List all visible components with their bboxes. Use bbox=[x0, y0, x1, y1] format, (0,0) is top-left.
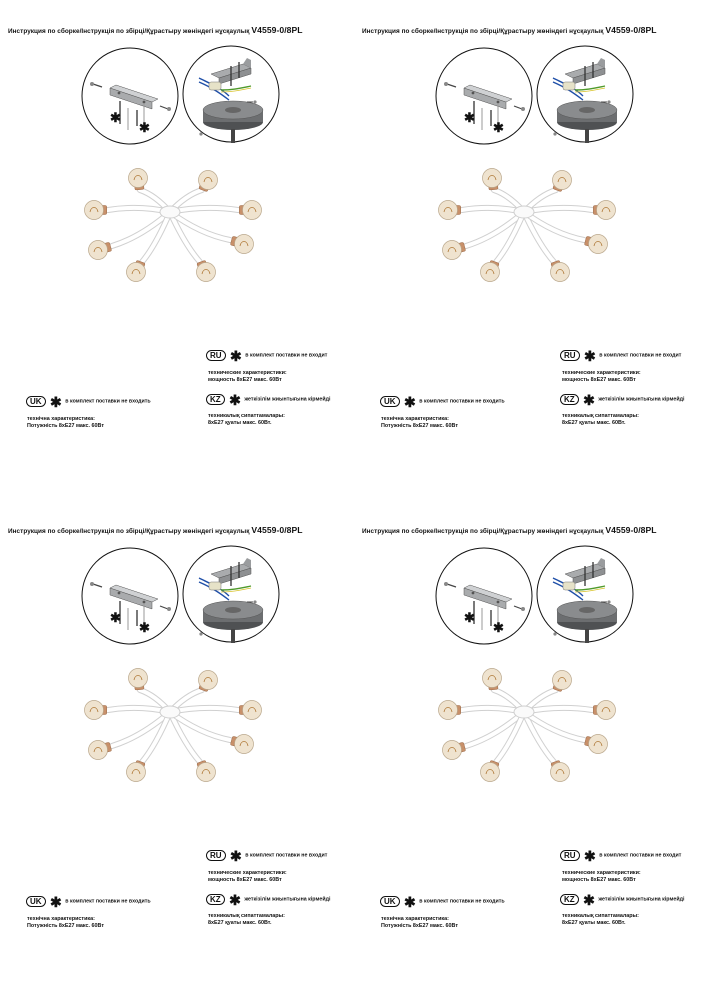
instruction-sheet bbox=[8, 500, 353, 990]
asterisk-icon: ✱ bbox=[493, 120, 504, 135]
asterisk-icon: ✱ bbox=[404, 393, 416, 410]
kz-language-badge: KZ bbox=[206, 894, 225, 905]
bulb-glass bbox=[443, 741, 462, 760]
instruction-sheet bbox=[8, 0, 353, 490]
bulb-glass bbox=[199, 171, 218, 190]
uk-language-badge: UK bbox=[380, 396, 400, 407]
bulb-glass bbox=[553, 171, 572, 190]
bulb-glass bbox=[127, 763, 146, 782]
uk-not-included-note bbox=[380, 893, 505, 910]
kz-specs-heading: техникалық сипаттамалары: bbox=[562, 413, 639, 419]
uk-not-included-note bbox=[26, 893, 151, 910]
model-number: V4559-0/8PL bbox=[605, 25, 657, 35]
ru-specs-value: мощность 8xE27 макс. 60Вт bbox=[208, 876, 282, 883]
instruction-sheet bbox=[362, 0, 707, 490]
fixture-product-image bbox=[434, 666, 630, 786]
bulb-glass bbox=[597, 201, 616, 220]
bulb-icon bbox=[89, 241, 112, 260]
kz-note-text: жеткізілім жиынтығына кірмейді bbox=[244, 396, 331, 403]
bulb-glass bbox=[127, 263, 146, 282]
asterisk-icon: ✱ bbox=[230, 347, 242, 364]
uk-specs-heading: технічна характеристика: bbox=[381, 416, 449, 422]
asterisk-icon: ✱ bbox=[110, 610, 121, 625]
bulb-icon bbox=[553, 671, 572, 692]
sheet-title bbox=[8, 25, 353, 35]
asterisk-icon: ✱ bbox=[229, 891, 241, 908]
bulb-glass bbox=[199, 671, 218, 690]
fixture-product-image bbox=[80, 666, 276, 786]
kz-specs-value: 8xE27 қуаты макс. 60Вт. bbox=[208, 419, 272, 426]
kz-specs bbox=[562, 913, 639, 926]
kz-specs bbox=[208, 413, 285, 426]
fixture-product-image bbox=[434, 166, 630, 286]
bulb-icon bbox=[443, 741, 466, 760]
uk-language-badge: UK bbox=[26, 896, 46, 907]
bulb-glass bbox=[483, 169, 502, 188]
bulb-glass bbox=[243, 201, 262, 220]
ru-language-badge: RU bbox=[206, 850, 226, 861]
mounting-plate-diagram bbox=[80, 46, 180, 146]
ru-note-text: в комплект поставки не входит bbox=[599, 352, 682, 359]
fixture-arms bbox=[462, 190, 592, 262]
asterisk-icon: ✱ bbox=[404, 893, 416, 910]
fixture-hub-icon bbox=[514, 706, 534, 718]
ru-not-included-note bbox=[206, 847, 328, 864]
ru-language-badge: RU bbox=[560, 850, 580, 861]
uk-specs-heading: технічна характеристика: bbox=[27, 416, 95, 422]
uk-specs bbox=[381, 416, 458, 429]
ru-not-included-note bbox=[560, 847, 682, 864]
bulb-glass bbox=[589, 235, 608, 254]
ru-language-badge: RU bbox=[206, 350, 226, 361]
ru-not-included-note bbox=[560, 347, 682, 364]
bulb-glass bbox=[589, 735, 608, 754]
sheet-title bbox=[362, 25, 707, 35]
ru-note-text: в комплект поставки не входит bbox=[245, 352, 328, 359]
kz-specs-value: 8xE27 қуаты макс. 60Вт. bbox=[562, 919, 626, 926]
sheet-title bbox=[362, 525, 707, 535]
ru-language-badge: RU bbox=[560, 350, 580, 361]
asterisk-icon: ✱ bbox=[464, 110, 475, 125]
bulb-glass bbox=[85, 201, 104, 220]
kz-specs-heading: техникалық сипаттамалары: bbox=[208, 913, 285, 919]
bulb-icon bbox=[593, 701, 615, 720]
kz-language-badge: KZ bbox=[560, 894, 579, 905]
uk-note-text: в комплект поставки не входить bbox=[419, 898, 505, 905]
bulb-glass bbox=[483, 669, 502, 688]
ru-specs bbox=[562, 370, 641, 383]
uk-note-text: в комплект поставки не входить bbox=[65, 898, 151, 905]
bulb-icon bbox=[129, 169, 148, 190]
bulb-glass bbox=[85, 701, 104, 720]
ru-note-text: в комплект поставки не входит bbox=[599, 852, 682, 859]
fixture-hub-icon bbox=[160, 206, 180, 218]
bulb-icon bbox=[481, 760, 500, 781]
kz-not-included-note bbox=[206, 391, 331, 408]
kz-not-included-note bbox=[560, 891, 685, 908]
bulb-icon bbox=[553, 171, 572, 192]
uk-language-badge: UK bbox=[26, 396, 46, 407]
canopy-wiring-diagram bbox=[535, 544, 635, 644]
title-text: Инструкция по сборке/Інструкція по збірці/Құрастыру жөніндегі нұсқаулық bbox=[362, 528, 604, 535]
fixture-hub-icon bbox=[160, 706, 180, 718]
bulb-glass bbox=[197, 263, 216, 282]
fixture-arms bbox=[108, 190, 238, 262]
kz-specs bbox=[562, 413, 639, 426]
canopy-wiring-diagram bbox=[181, 544, 281, 644]
asterisk-icon: ✱ bbox=[584, 347, 596, 364]
mounting-plate-diagram bbox=[80, 546, 180, 646]
uk-note-text: в комплект поставки не входить bbox=[419, 398, 505, 405]
ru-note-text: в комплект поставки не входит bbox=[245, 852, 328, 859]
kz-specs bbox=[208, 913, 285, 926]
uk-language-badge: UK bbox=[380, 896, 400, 907]
asterisk-icon: ✱ bbox=[464, 610, 475, 625]
bulb-glass bbox=[129, 169, 148, 188]
asterisk-icon: ✱ bbox=[229, 391, 241, 408]
uk-specs-value: Потужність 8xE27 макс. 60Вт bbox=[27, 422, 104, 429]
uk-specs-value: Потужність 8xE27 макс. 60Вт bbox=[381, 422, 458, 429]
asterisk-icon: ✱ bbox=[139, 120, 150, 135]
bulb-glass bbox=[597, 701, 616, 720]
mounting-plate-diagram bbox=[434, 546, 534, 646]
bulb-icon bbox=[239, 701, 261, 720]
uk-specs bbox=[27, 416, 104, 429]
bulb-icon bbox=[197, 760, 216, 781]
ru-specs-value: мощность 8xE27 макс. 60Вт bbox=[562, 876, 636, 883]
uk-specs-value: Потужність 8xE27 макс. 60Вт bbox=[27, 922, 104, 929]
bulb-glass bbox=[443, 241, 462, 260]
sheet-title bbox=[8, 525, 353, 535]
bulb-icon bbox=[127, 760, 146, 781]
bulb-glass bbox=[89, 241, 108, 260]
bulb-icon bbox=[443, 241, 466, 260]
kz-note-text: жеткізілім жиынтығына кірмейді bbox=[244, 896, 331, 903]
bulb-icon bbox=[85, 201, 107, 220]
asterisk-icon: ✱ bbox=[230, 847, 242, 864]
bulb-icon bbox=[89, 741, 112, 760]
bulb-icon bbox=[439, 701, 461, 720]
asterisk-icon: ✱ bbox=[584, 847, 596, 864]
ru-specs-heading: технические характеристики: bbox=[208, 870, 287, 876]
bulb-icon bbox=[584, 235, 607, 254]
bulb-icon bbox=[197, 260, 216, 281]
ru-specs bbox=[208, 870, 287, 883]
canopy-wiring-diagram bbox=[535, 44, 635, 144]
kz-language-badge: KZ bbox=[206, 394, 225, 405]
fixture-arms bbox=[108, 690, 238, 762]
bulb-glass bbox=[481, 263, 500, 282]
bulb-glass bbox=[481, 763, 500, 782]
bulb-glass bbox=[243, 701, 262, 720]
asterisk-icon: ✱ bbox=[493, 620, 504, 635]
asterisk-icon: ✱ bbox=[583, 391, 595, 408]
fixture-arms bbox=[462, 690, 592, 762]
kz-specs-heading: техникалық сипаттамалары: bbox=[562, 913, 639, 919]
title-text: Инструкция по сборке/Інструкція по збірці/Құрастыру жөніндегі нұсқаулық bbox=[362, 28, 604, 35]
ru-specs-value: мощность 8xE27 макс. 60Вт bbox=[562, 376, 636, 383]
fixture-product-image bbox=[80, 166, 276, 286]
ru-specs-value: мощность 8xE27 макс. 60Вт bbox=[208, 376, 282, 383]
bulb-icon bbox=[239, 201, 261, 220]
canopy-wiring-diagram bbox=[181, 44, 281, 144]
asterisk-icon: ✱ bbox=[50, 393, 62, 410]
uk-specs-value: Потужність 8xE27 макс. 60Вт bbox=[381, 922, 458, 929]
bulb-icon bbox=[230, 235, 253, 254]
bulb-icon bbox=[129, 669, 148, 690]
kz-specs-value: 8xE27 қуаты макс. 60Вт. bbox=[562, 419, 626, 426]
bulb-glass bbox=[439, 201, 458, 220]
ru-specs bbox=[562, 870, 641, 883]
kz-note-text: жеткізілім жиынтығына кірмейді bbox=[598, 896, 685, 903]
asterisk-icon: ✱ bbox=[583, 891, 595, 908]
kz-note-text: жеткізілім жиынтығына кірмейді bbox=[598, 396, 685, 403]
uk-not-included-note bbox=[380, 393, 505, 410]
title-text: Инструкция по сборке/Інструкція по збірці/Құрастыру жөніндегі нұсқаулық bbox=[8, 528, 250, 535]
asterisk-icon: ✱ bbox=[139, 620, 150, 635]
fixture-hub-icon bbox=[514, 206, 534, 218]
bulb-glass bbox=[197, 763, 216, 782]
bulb-icon bbox=[551, 260, 570, 281]
uk-specs-heading: технічна характеристика: bbox=[27, 916, 95, 922]
title-text: Инструкция по сборке/Інструкція по збірці/Құрастыру жөніндегі нұсқаулық bbox=[8, 28, 250, 35]
ru-specs-heading: технические характеристики: bbox=[208, 370, 287, 376]
uk-specs bbox=[381, 916, 458, 929]
asterisk-icon: ✱ bbox=[110, 110, 121, 125]
asterisk-icon: ✱ bbox=[50, 893, 62, 910]
uk-not-included-note bbox=[26, 393, 151, 410]
bulb-icon bbox=[199, 671, 218, 692]
model-number: V4559-0/8PL bbox=[605, 525, 657, 535]
bulb-glass bbox=[439, 701, 458, 720]
bulb-icon bbox=[199, 171, 218, 192]
bulb-icon bbox=[593, 201, 615, 220]
bulb-glass bbox=[235, 235, 254, 254]
uk-specs-heading: технічна характеристика: bbox=[381, 916, 449, 922]
bulb-icon bbox=[584, 735, 607, 754]
kz-not-included-note bbox=[560, 391, 685, 408]
kz-specs-value: 8xE27 қуаты макс. 60Вт. bbox=[208, 919, 272, 926]
bulb-icon bbox=[230, 735, 253, 754]
mounting-plate-diagram bbox=[434, 46, 534, 146]
instruction-sheet bbox=[362, 500, 707, 990]
bulb-icon bbox=[483, 669, 502, 690]
bulb-glass bbox=[89, 741, 108, 760]
bulb-glass bbox=[551, 763, 570, 782]
ru-specs-heading: технические характеристики: bbox=[562, 370, 641, 376]
ru-specs bbox=[208, 370, 287, 383]
bulb-glass bbox=[553, 671, 572, 690]
kz-language-badge: KZ bbox=[560, 394, 579, 405]
bulb-glass bbox=[551, 263, 570, 282]
bulb-icon bbox=[551, 760, 570, 781]
uk-specs bbox=[27, 916, 104, 929]
bulb-glass bbox=[129, 669, 148, 688]
ru-not-included-note bbox=[206, 347, 328, 364]
uk-note-text: в комплект поставки не входить bbox=[65, 398, 151, 405]
model-number: V4559-0/8PL bbox=[251, 25, 303, 35]
bulb-glass bbox=[235, 735, 254, 754]
kz-specs-heading: техникалық сипаттамалары: bbox=[208, 413, 285, 419]
bulb-icon bbox=[85, 701, 107, 720]
bulb-icon bbox=[483, 169, 502, 190]
ru-specs-heading: технические характеристики: bbox=[562, 870, 641, 876]
bulb-icon bbox=[481, 260, 500, 281]
bulb-icon bbox=[439, 201, 461, 220]
bulb-icon bbox=[127, 260, 146, 281]
model-number: V4559-0/8PL bbox=[251, 525, 303, 535]
kz-not-included-note bbox=[206, 891, 331, 908]
